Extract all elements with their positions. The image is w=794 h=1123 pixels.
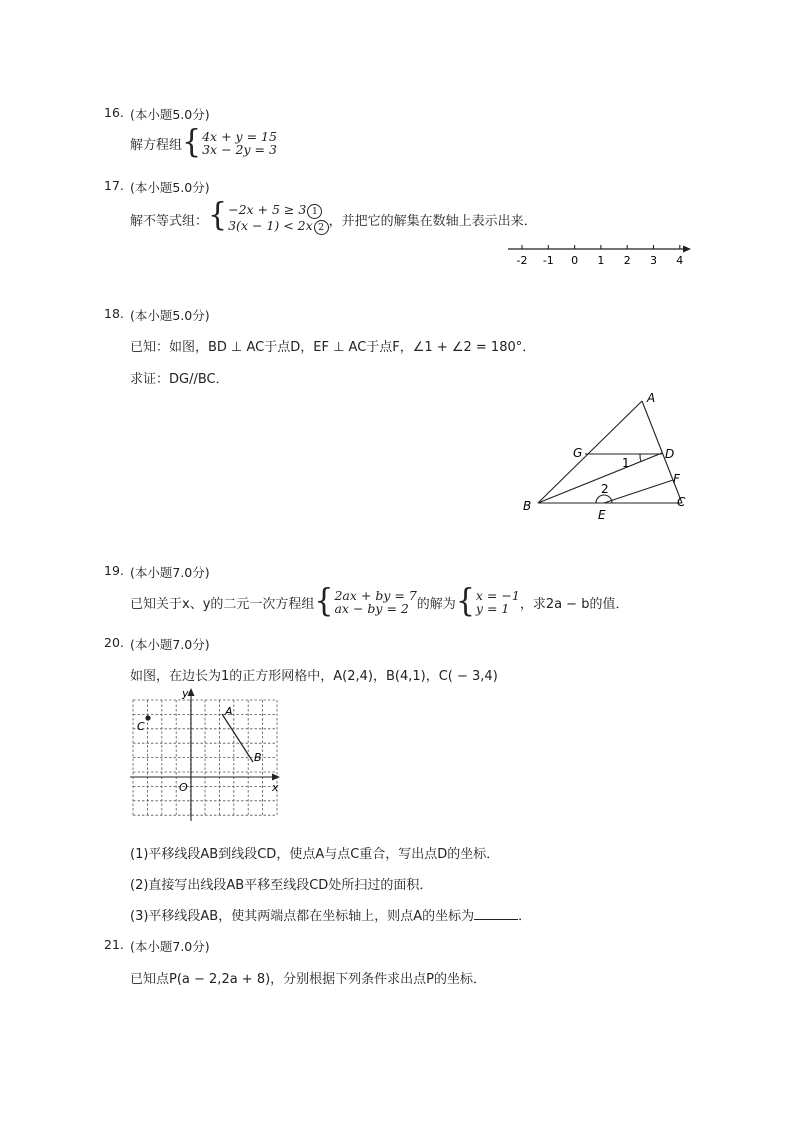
label-a: A	[647, 391, 656, 405]
q20-number: 20.	[104, 635, 124, 650]
q18-number: 18.	[104, 306, 124, 321]
label-angle-one: 1	[622, 456, 630, 470]
label-f: F	[673, 472, 680, 486]
q17-number: 17.	[104, 178, 124, 193]
line-ba	[538, 401, 642, 503]
label-angle-two: 2	[601, 482, 609, 496]
q18-header: (本小题5.0分)	[130, 308, 210, 323]
q20-intro: 如图，在边长为1的正方形网格中，A(2,4)，B(4,1)，C( − 3,4)	[130, 669, 498, 684]
label-a: A	[225, 705, 233, 718]
number-line	[500, 238, 700, 270]
q19-statement	[130, 583, 629, 620]
label-b: B	[254, 751, 262, 764]
q17-inequality-system	[130, 196, 537, 235]
label-o: O	[179, 781, 188, 794]
q19-eq1: 2ax + by = 7	[334, 588, 417, 603]
q19-number: 19.	[104, 563, 124, 578]
q19-sol1: x = −1	[475, 588, 520, 603]
q19-middle: 的解为	[416, 596, 456, 612]
number-line-label: 2	[623, 254, 631, 267]
q19-eq2: ax − by = 2	[334, 601, 409, 616]
line-ac	[642, 401, 682, 503]
angle-one-arc	[640, 454, 641, 462]
q16-prefix: 解方程组	[130, 137, 183, 153]
q18-given: 已知：如图，BD ⊥ AC于点D，EF ⊥ AC于点F，∠1 + ∠2 = 180°．	[130, 340, 536, 355]
q19-sol2: y = 1	[475, 601, 510, 616]
q20-header: (本小题7.0分)	[130, 637, 210, 652]
q21-header: (本小题7.0分)	[130, 939, 210, 954]
label-x: x	[272, 781, 279, 794]
point-c	[145, 715, 150, 720]
label-e: E	[598, 508, 606, 522]
arrow-right-icon	[683, 246, 691, 253]
label-b: B	[523, 499, 532, 513]
x-arrow-icon	[272, 774, 280, 781]
circled-one-icon: 1	[307, 204, 322, 219]
q16-eq2: 3x − 2y = 3	[202, 142, 277, 157]
label-g: G	[573, 446, 583, 460]
label-d: D	[665, 447, 675, 461]
brace-icon: {	[182, 124, 202, 161]
q19-header: (本小题7.0分)	[130, 565, 210, 580]
number-line-label: 3	[650, 254, 657, 267]
label-c: C	[137, 720, 145, 733]
y-arrow-icon	[188, 688, 195, 696]
q16-eq1: 4x + y = 15	[202, 129, 277, 144]
answer-blank[interactable]	[474, 907, 518, 920]
circled-two-icon: 2	[314, 220, 329, 235]
line-ef	[604, 480, 673, 503]
triangle-figure	[510, 385, 710, 525]
q19-suffix: ，求2a − b的值．	[519, 596, 629, 612]
q17-ineq1: −2x + 5 ≥ 3	[228, 202, 307, 217]
q20-part2: (2)直接写出线段AB平移至线段CD处所扫过的面积．	[130, 878, 433, 893]
q16-equation-system	[130, 124, 277, 161]
brace-icon: {	[208, 196, 228, 234]
q17-ineq2: 3(x − 1) < 2x	[228, 218, 313, 233]
q21-number: 21.	[104, 937, 124, 952]
q19-prefix: 已知关于x、y的二元一次方程组	[130, 596, 315, 612]
q17-header: (本小题5.0分)	[130, 180, 210, 195]
brace-icon: {	[455, 583, 475, 620]
q18-prove: 求证：DG//BC．	[130, 372, 229, 387]
number-line-label: 1	[597, 254, 605, 267]
q20-part3-suffix: ．	[518, 909, 532, 924]
q20-part3	[130, 905, 531, 924]
label-c: C	[677, 495, 686, 509]
coordinate-grid	[125, 685, 285, 827]
brace-icon: {	[314, 583, 334, 620]
number-line-label: -1	[542, 254, 554, 267]
q21-text: 已知点P(a − 2,2a + 8)，分别根据下列条件求出点P的坐标．	[130, 972, 487, 987]
number-line-label: 4	[676, 254, 684, 267]
q16-header: (本小题5.0分)	[130, 107, 210, 122]
number-line-label: -2	[516, 254, 528, 267]
label-y: y	[182, 687, 189, 700]
q17-prefix: 解不等式组：	[130, 213, 209, 229]
q20-part3-prefix: (3)平移线段AB，使其两端点都在坐标轴上，则点A的坐标为	[130, 909, 475, 924]
q17-suffix: ，并把它的解集在数轴上表示出来．	[328, 213, 537, 229]
q16-number: 16.	[104, 105, 124, 120]
q20-part1: (1)平移线段AB到线段CD，使点A与点C重合，写出点D的坐标．	[130, 847, 500, 862]
angle-two-arc	[596, 495, 612, 503]
number-line-label: 0	[571, 254, 579, 267]
